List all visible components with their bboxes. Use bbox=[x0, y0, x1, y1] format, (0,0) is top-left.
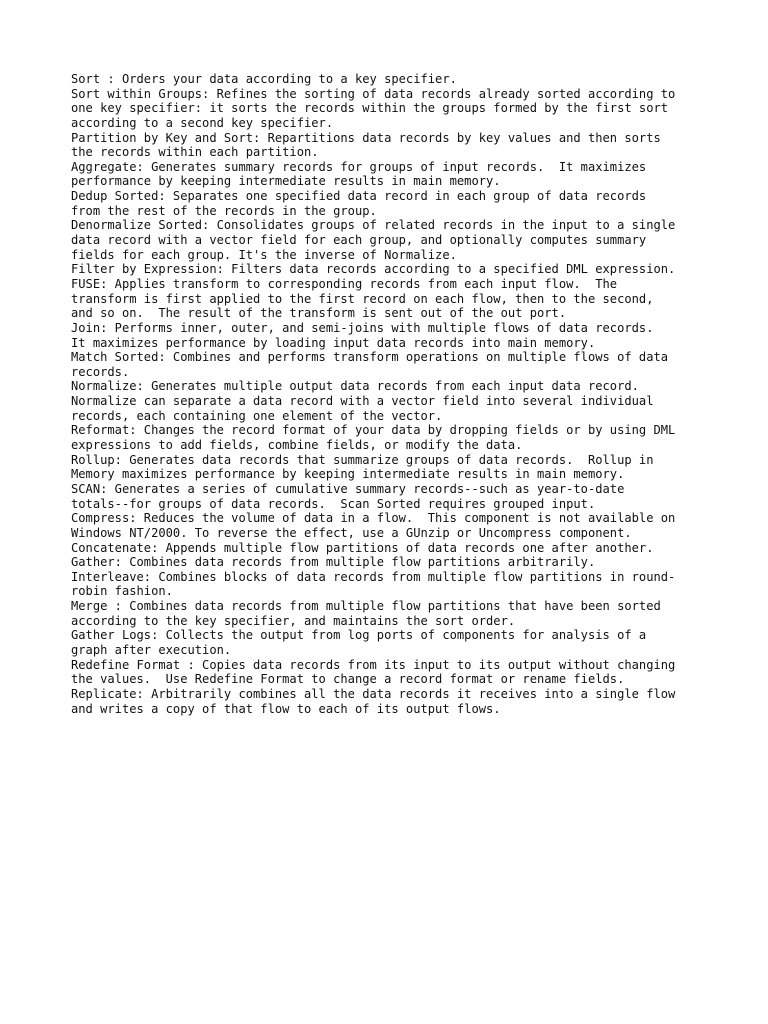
text-line: Denormalize Sorted: Consolidates groups of related records in the input to a single bbox=[71, 218, 676, 233]
text-line: Partition by Key and Sort: Repartitions data records by key values and then sorts bbox=[71, 130, 661, 145]
text-line: Join: Performs inner, outer, and semi-joins with multiple flows of data records. bbox=[71, 320, 654, 335]
text-line: totals--for groups of data records. Scan Sorted requires grouped input. bbox=[71, 496, 596, 511]
text-line: data record with a vector field for each group, and optionally computes summary bbox=[71, 233, 647, 248]
text-line: Normalize can separate a data record with a vector field into several individual bbox=[71, 394, 654, 409]
text-line: Match Sorted: Combines and performs transform operations on multiple flows of data bbox=[71, 350, 669, 365]
text-line: Rollup: Generates data records that summarize groups of data records. Rollup in bbox=[71, 452, 654, 467]
text-line: the values. Use Redefine Format to change a record format or rename fields. bbox=[71, 672, 625, 687]
text-line: SCAN: Generates a series of cumulative summary records--such as year-to-date bbox=[71, 481, 625, 496]
text-line: records. bbox=[71, 364, 130, 379]
text-line: according to the key specifier, and maintains the sort order. bbox=[71, 613, 516, 628]
text-line: one key specifier: it sorts the records within the groups formed by the first sort bbox=[71, 101, 669, 116]
text-line: Interleave: Combines blocks of data records from multiple flow partitions in round- bbox=[71, 569, 676, 584]
text-line: Normalize: Generates multiple output data records from each input data record. bbox=[71, 379, 639, 394]
document-text bbox=[71, 72, 711, 716]
text-line: Sort within Groups: Refines the sorting of data records already sorted according to bbox=[71, 86, 676, 101]
text-line: Dedup Sorted: Separates one specified data record in each group of data records bbox=[71, 189, 647, 204]
text-line: performance by keeping intermediate results in main memory. bbox=[71, 174, 501, 189]
text-line: Reformat: Changes the record format of your data by dropping fields or by using DML bbox=[71, 423, 676, 438]
text-line: Filter by Expression: Filters data records according to a specified DML expression. bbox=[71, 262, 676, 277]
text-line: Gather Logs: Collects the output from log ports of components for analysis of a bbox=[71, 628, 647, 643]
text-line: records, each containing one element of the vector. bbox=[71, 408, 443, 423]
text-line: Gather: Combines data records from multiple flow partitions arbitrarily. bbox=[71, 555, 596, 570]
text-line: Aggregate: Generates summary records for groups of input records. It maximizes bbox=[71, 159, 647, 174]
text-line: graph after execution. bbox=[71, 642, 232, 657]
text-line: and so on. The result of the transform is sent out of the out port. bbox=[71, 306, 567, 321]
text-line: Replicate: Arbitrarily combines all the data records it receives into a single flow bbox=[71, 686, 676, 701]
text-line: Windows NT/2000. To reverse the effect, use a GUnzip or Uncompress component. bbox=[71, 525, 632, 540]
text-line: It maximizes performance by loading input data records into main memory. bbox=[71, 335, 596, 350]
text-line: robin fashion. bbox=[71, 584, 173, 599]
text-line: and writes a copy of that flow to each of its output flows. bbox=[71, 701, 501, 716]
text-line: expressions to add fields, combine fields, or modify the data. bbox=[71, 438, 523, 453]
text-line: transform is first applied to the first record on each flow, then to the second, bbox=[71, 291, 654, 306]
document-page bbox=[71, 72, 711, 716]
text-line: the records within each partition. bbox=[71, 145, 319, 160]
text-line: FUSE: Applies transform to corresponding records from each input flow. The bbox=[71, 276, 618, 291]
text-line: from the rest of the records in the group. bbox=[71, 203, 377, 218]
text-line: Merge : Combines data records from multiple flow partitions that have been sorted bbox=[71, 599, 661, 614]
text-line: Compress: Reduces the volume of data in a flow. This component is not available on bbox=[71, 511, 676, 526]
text-line: according to a second key specifier. bbox=[71, 115, 334, 130]
text-line: Concatenate: Appends multiple flow partitions of data records one after another. bbox=[71, 540, 654, 555]
text-line: Redefine Format : Copies data records from its input to its output without changing bbox=[71, 657, 676, 672]
text-line: Sort : Orders your data according to a key specifier. bbox=[71, 72, 457, 86]
text-line: fields for each group. It's the inverse of Normalize. bbox=[71, 247, 457, 262]
text-line: Memory maximizes performance by keeping intermediate results in main memory. bbox=[71, 467, 625, 482]
